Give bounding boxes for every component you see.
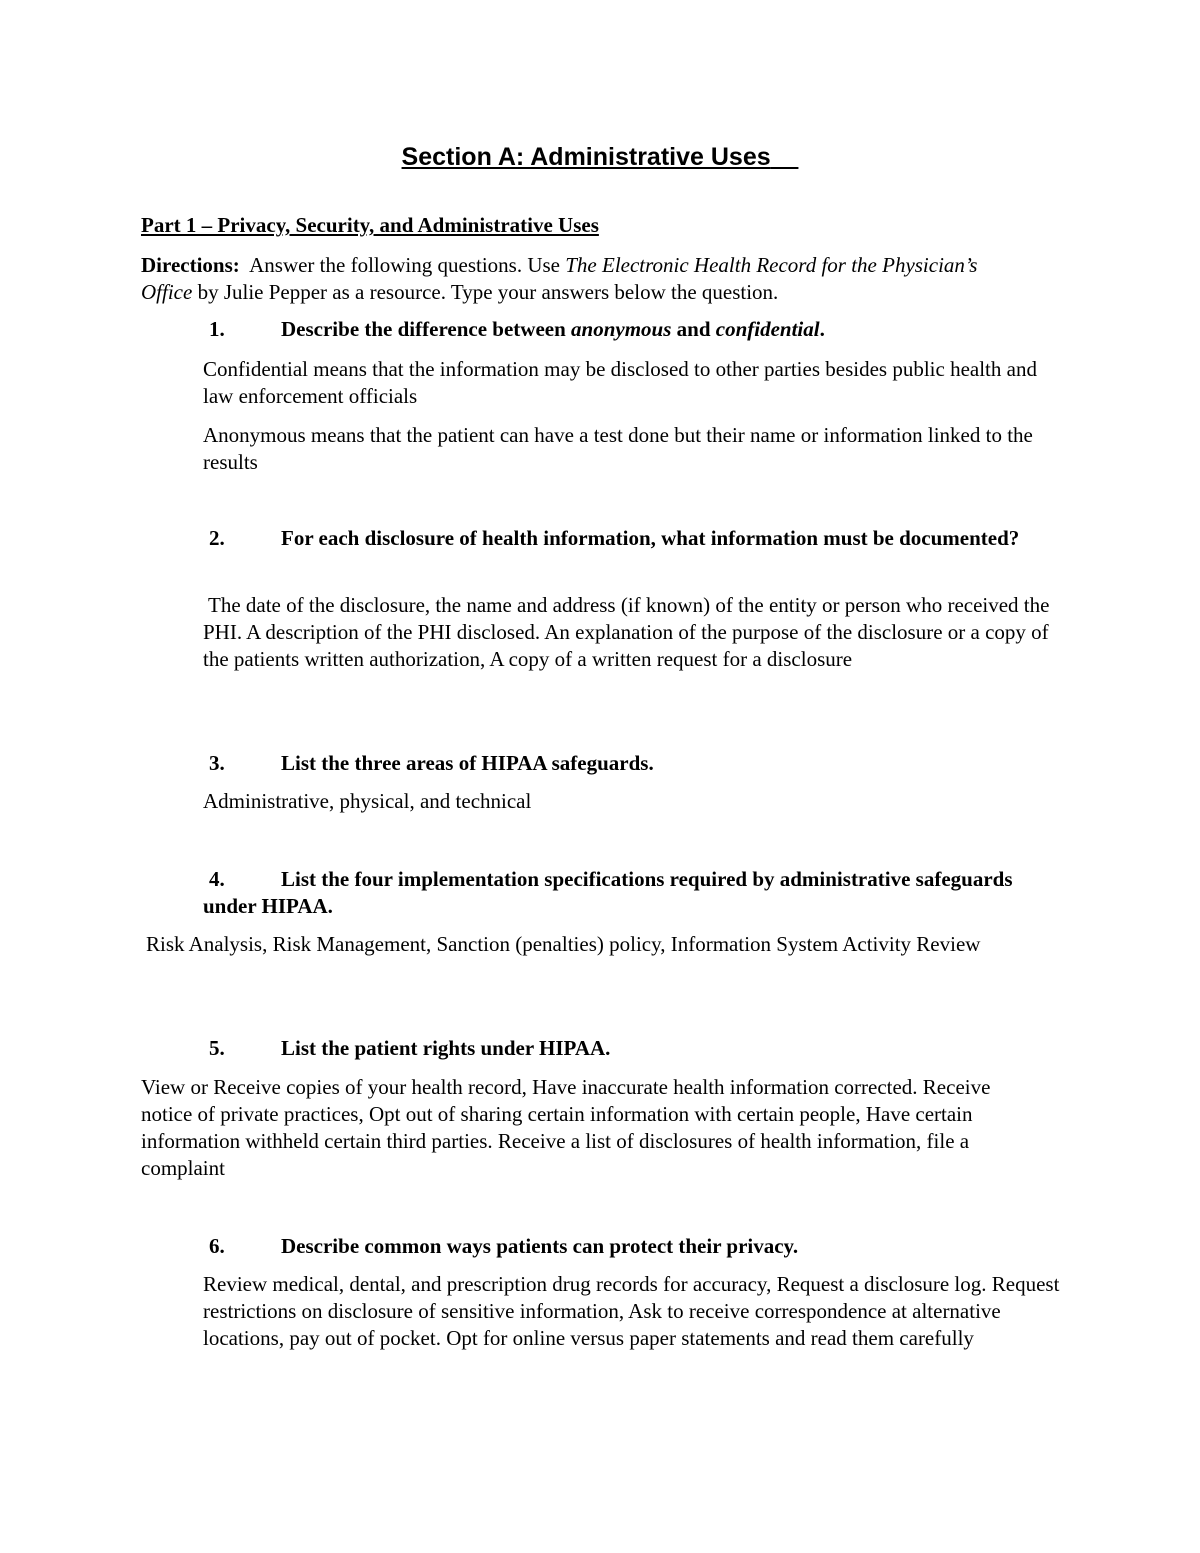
question-number: 1. [209,317,225,341]
directions-paragraph [141,252,1021,306]
answer-2: The date of the disclosure, the name and address (if known) of the entity or person who received the PHI. A description of the PHI disclosed. An explanation of the purpose of the disclosure or a copy of the patients written authorization, A copy of a written request for a disclosure [203,593,1050,671]
answer-5: View or Receive copies of your health record, Have inaccurate health information corrected. Receive notice of private practices, Opt out of sharing certain information with certain people, Have certain information withheld certain third parties. Receive a list of disclosures of health information, file a complaint [141,1075,991,1180]
question-number: 3. [209,751,225,775]
question-text: List the patient rights under HIPAA. [281,1036,611,1060]
question-text: List the three areas of HIPAA safeguards. [281,751,654,775]
answer-4: Risk Analysis, Risk Management, Sanction (penalties) policy, Information System Activity Review [146,932,981,956]
directions-text-after: by Julie Pepper as a resource. Type your answers below the question. [197,280,779,304]
question-text: Describe common ways patients can protect their privacy. [281,1234,799,1258]
question-3 [203,750,1033,777]
question-text-part: . [819,317,825,341]
question-text: List the four implementation specifications required by administrative safeguards under HIPAA. [203,867,1013,918]
question-text: For each disclosure of health information, what information must be documented? [281,526,1020,550]
question-text [203,316,1033,343]
answer-6: Review medical, dental, and prescription drug records for accuracy, Request a disclosure log. Request restrictions on disclosure of sensitive information, Ask to receive correspondence at alternative locations, pay out of pocket. Opt for online versus paper statements and read them carefully [203,1272,1060,1350]
term-confidential: confidential [715,317,820,341]
question-number: 2. [209,526,225,550]
book-title: The Electronic Health Record for the Physician’s Office [141,253,978,304]
section-heading [0,139,1200,175]
section-title-trailing-underline [771,143,799,171]
question-number: 5. [209,1036,225,1060]
question-6 [203,1233,1033,1260]
question-text-part: and [676,317,711,341]
question-1 [203,316,1033,343]
question-text-part: Describe the difference between [281,317,566,341]
question-5 [203,1035,1033,1062]
directions-text-before: Answer the following questions. Use [249,253,560,277]
question-number: 6. [209,1234,225,1258]
section-title: Section A: Administrative Uses [401,143,771,171]
answer-1b: Anonymous means that the patient can have a test done but their name or information linked to the results [203,423,1033,474]
answer-1a: Confidential means that the information may be disclosed to other parties besides public health and law enforcement officials [203,357,1037,408]
part-title: Part 1 – Privacy, Security, and Administrative Uses [141,213,599,237]
directions-label: Directions: [141,253,240,277]
answer-3: Administrative, physical, and technical [203,789,532,813]
question-number: 4. [209,867,225,891]
term-anonymous: anonymous [571,317,672,341]
question-4 [203,866,1033,920]
question-2 [203,525,1033,552]
